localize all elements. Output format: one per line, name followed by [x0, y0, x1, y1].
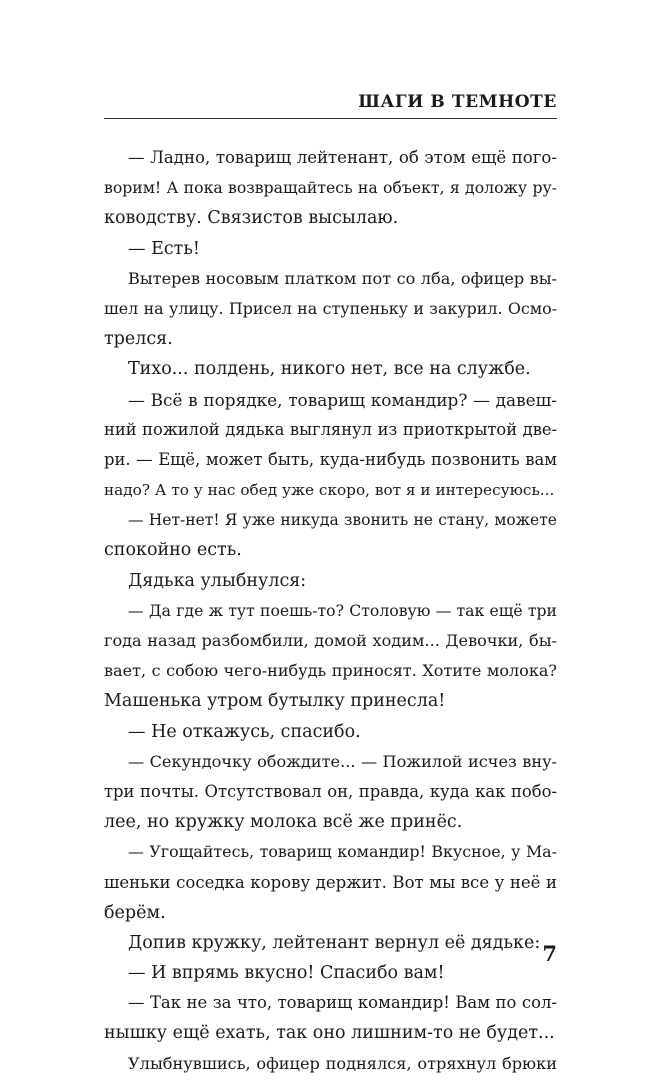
text-line: — Есть! — [128, 238, 200, 259]
text-line: — Нет-нет! Я уже никуда звонить не стану, можете — [128, 511, 557, 530]
text-line: Тихо... полдень, никого нет, все на службе. — [128, 359, 531, 380]
header-rule — [104, 118, 557, 119]
text-line: — Так не за что, товарищ командир! Вам по сол- — [128, 993, 557, 1013]
text-line: ворим! А пока возвращайтесь на объект, я доложу ру- — [104, 178, 557, 198]
text-line: спокойно есть. — [104, 540, 242, 561]
text-line: года назад разбомбили, домой ходим... Девочки, бы- — [104, 631, 557, 650]
text-line: шеньки соседка корову держит. Вот мы все у неё и — [104, 872, 557, 892]
text-line: ний пожилой дядька выглянул из приоткрытой две- — [104, 419, 557, 439]
text-line: — Секундочку обождите... — Пожилой исчез вну- — [128, 751, 557, 771]
text-line: берём. — [104, 902, 166, 923]
text-line: ри. — Ещё, может быть, куда-нибудь позвонить вам — [104, 449, 557, 469]
text-line: — И впрямь вкусно! Спасибо вам! — [128, 963, 445, 984]
text-line: ководству. Связистов высылаю. — [104, 208, 399, 229]
text-line: — Угощайтесь, товарищ командир! Вкусное, у Ма- — [128, 842, 557, 862]
text-line: — Всё в порядке, товарищ командир? — давеш- — [128, 389, 557, 410]
text-line: вает, с собою чего-нибудь приносят. Хотите молока? — [104, 661, 557, 681]
text-line: надо? А то у нас обед уже скоро, вот я и интересуюсь... — [104, 481, 555, 500]
text-line: Улыбнувшись, офицер поднялся, отряхнул брюки — [128, 1053, 557, 1073]
text-line: трелся. — [104, 329, 173, 350]
text-line: Дядька улыбнулся: — [128, 570, 307, 591]
text-line: Машенька утром бутылку принесла! — [104, 691, 446, 712]
text-line: шел на улицу. Присел на ступеньку и закурил. Осмо- — [104, 298, 557, 318]
running-header-title: ШАГИ В ТЕМНОТЕ — [358, 92, 557, 112]
text-line: нышку ещё ехать, так оно лишним-то не будет... — [104, 1023, 555, 1044]
text-line: — Да где ж тут поешь-то? Столовую — так ещё три — [128, 600, 557, 620]
text-line: — Ладно, товарищ лейтенант, об этом ещё пого- — [128, 148, 557, 167]
text-line: — Не откажусь, спасибо. — [128, 721, 361, 742]
text-line: три почты. Отсутствовал он, правда, куда как побо- — [104, 781, 557, 801]
text-line: Вытерев носовым платком пот со лба, офицер вы- — [128, 268, 557, 288]
text-line: Допив кружку, лейтенант вернул её дядьке: — [128, 932, 541, 953]
page-number: 7 — [542, 941, 557, 966]
text-line: лее, но кружку молока всё же принёс. — [104, 812, 463, 833]
body-text — [104, 143, 557, 1079]
